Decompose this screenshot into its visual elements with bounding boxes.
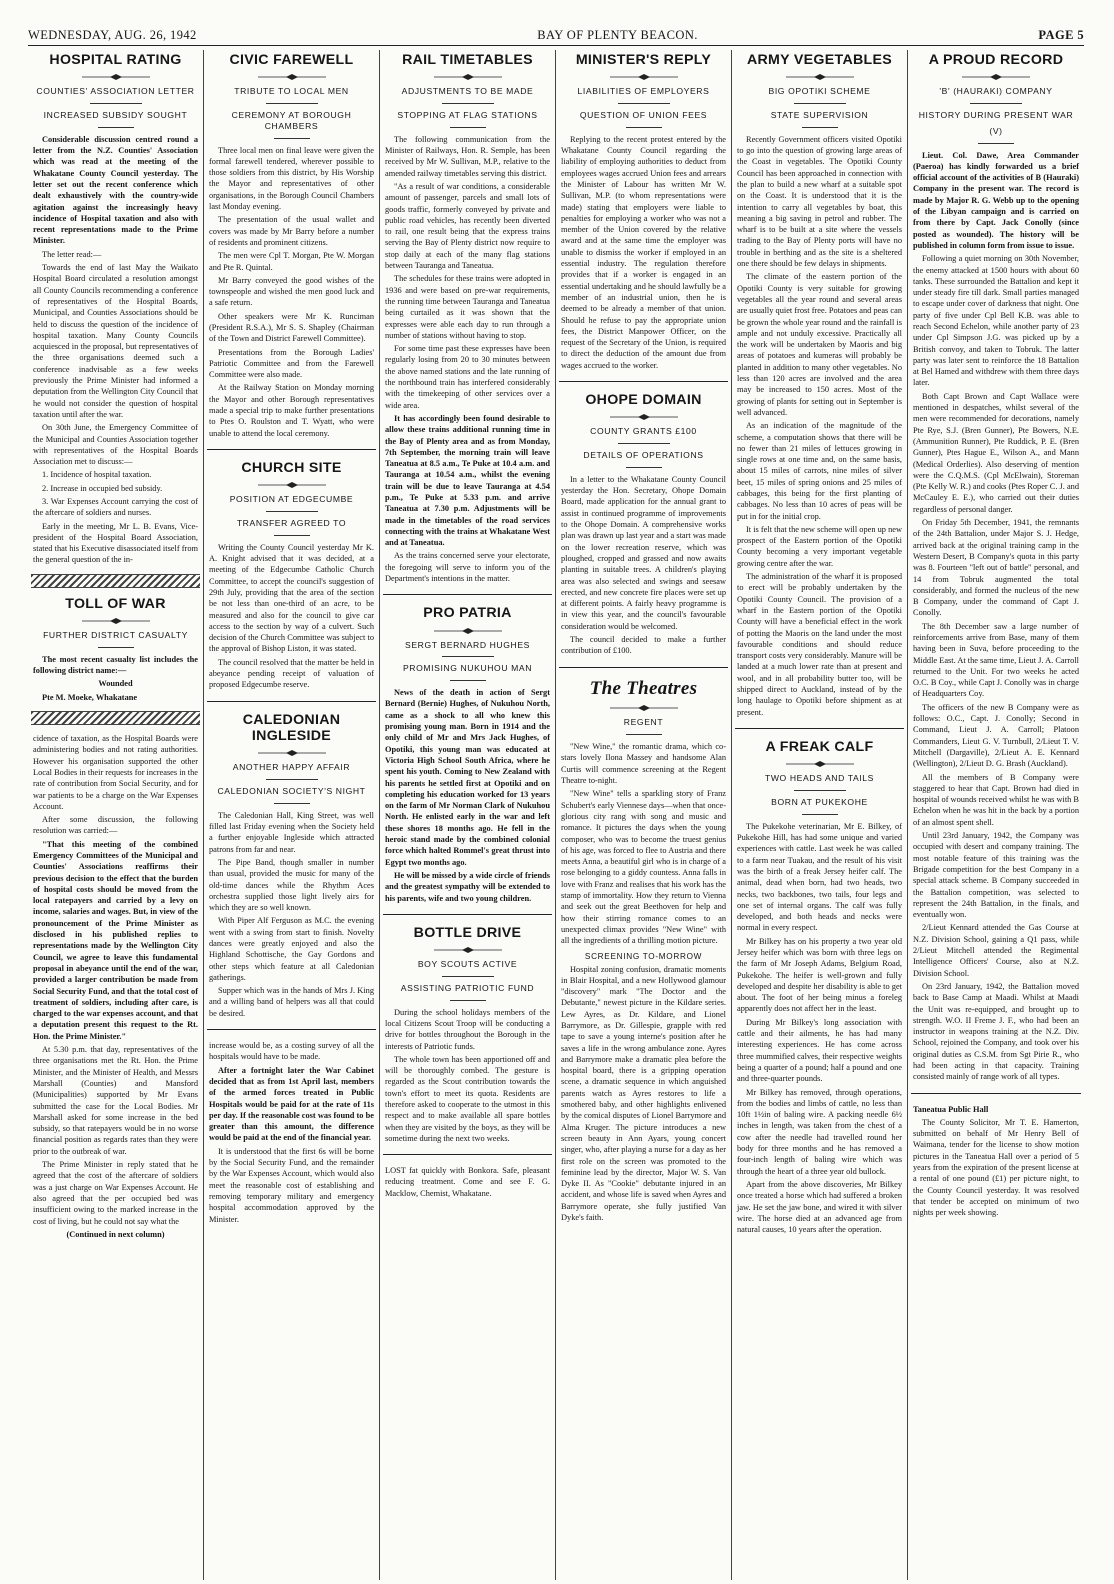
paragraph: The council decided to make a further contribution of £100.: [561, 634, 726, 656]
article-subtitle: CALEDONIAN SOCIETY'S NIGHT: [217, 786, 366, 796]
flourish-ornament: [608, 705, 680, 711]
divider: [274, 138, 310, 139]
divider: [266, 511, 318, 512]
flourish-ornament: [960, 74, 1032, 80]
masthead-date: WEDNESDAY, AUG. 26, 1942: [28, 28, 197, 42]
article-subtitle: CEREMONY AT BOROUGH CHAMBERS: [231, 110, 352, 131]
section-separator: [207, 1029, 376, 1030]
flourish-ornament: [256, 74, 328, 80]
article-title: RAIL TIMETABLES: [402, 52, 533, 68]
paragraph: Wounded: [98, 679, 133, 689]
divider: [442, 656, 494, 657]
masthead-page-number: PAGE 5: [1038, 28, 1084, 42]
article-subtitle: BORN AT PUKEKOHE: [771, 797, 868, 807]
section-separator: [735, 728, 904, 729]
article-subtitle: STOPPING AT FLAG STATIONS: [397, 110, 538, 121]
paragraph: In a letter to the Whakatane County Council yesterday the Hon. Secretary, Ohope Domain Board, made application for the annual grant to assist in continued programme of improvements to the Ohope Domain. A comprehensive works plan was drawn up last year and a start was made on the lower recreation reserve, which was ploughed, cropped and grassed and now awaits planting in suitable trees. A children's playing area was also selected and swings and seesaw erected, and new concrete fire places were set up at different points. A fairly heavy programme is in view this year, and the council's favourable consideration would be welcomed.: [561, 474, 726, 631]
article-title: CIVIC FAREWELL: [229, 52, 354, 68]
article-subtitle: ANOTHER HAPPY AFFAIR: [232, 762, 351, 773]
article-subtitle: INCREASED SUBSIDY SOUGHT: [43, 110, 188, 121]
paragraph: The 8th December saw a large number of reinforcements arrive from Base, many of them having been in Suva, before proceeding to the Middle East. At the same time, Lieut J. A. Carroll returned to the Unit. For two weeks he acted O.C. B Coy., while Capt J. Conolly was in charge of Headquarters Coy.: [913, 621, 1079, 699]
article-subtitle: TRIBUTE TO LOCAL MEN: [234, 86, 349, 97]
paragraph: He will be missed by a wide circle of friends and the greatest sympathy will be extended to his parents, wife and two young children.: [385, 870, 550, 903]
article-title: Taneatua Public Hall: [913, 1104, 989, 1114]
paragraph: With Piper Alf Ferguson as M.C. the evening went with a swing from start to finish. Novelty dances were greatly enjoyed and also the Highland Schottische, the Gay Gordons and other steps which feature at all Caledonian gatherings.: [209, 916, 374, 982]
paragraph: Other speakers were Mr K. Runciman (President R.S.A.), Mr S. S. Shapley (Chairman of the Town and District Farewell Committee).: [209, 311, 374, 344]
article-title: TOLL OF WAR: [65, 595, 166, 612]
paragraph: As an indication of the magnitude of the scheme, a computation shows that there will be no fewer than 21 miles of lettuces growing in single rows at one time and, on the same basis, about 15 miles of carrots, nine miles of silver beet, 15 miles of spring onions and 25 miles of cabbages, this being for the first planting of cabbages. No less than 10 acres of peas will be put in for the initial crop.: [737, 421, 902, 521]
divider: [618, 103, 670, 104]
flourish-ornament: [784, 761, 856, 767]
paragraph: On 23rd January, 1942, the Battalion moved back to Base Camp at Maadi. Whilst at Maadi the Unit was re-equipped, and brought up to strength. W.O. II Freme J. F., who had been an instructor in weapons training at the N.Z. Div. School, rejoined the Company, and took over his original duties as C.S.M. from Sgt Pirie R., who had been acting in that capacity. Training consisted mainly of range work of all types.: [913, 981, 1079, 1082]
section-separator: [911, 1093, 1081, 1094]
article-title: The Theatres: [589, 677, 698, 699]
paragraph: At the Railway Station on Monday morning the Mayor and other Borough representatives made a special trip to make further presentations to Ptes O. Roulston and T. Wyatt, who were unable to attend the local ceremony.: [209, 383, 374, 438]
divider: [450, 1000, 486, 1001]
paragraph: The Pukekohe veterinarian, Mr E. Bilkey, of Pukekohe Hill, has had some unique and varied experiences with cattle. Last week he was called to a farm near Tuakau, and the result of his visit was the birth of a freak Jersey heifer calf. The animal, dead when born, had two heads, two necks, two backbones, two tails, four legs and one set of internal organs. The calf was fully developed, and both heads and necks were normal in every respect.: [737, 821, 902, 933]
article-subtitle: PROMISING NUKUHOU MAN: [402, 663, 533, 674]
paragraph: After a fortnight later the War Cabinet decided that as from 1st April last, members of the armed forces treated in Public Hospitals would be paid for at the rate of 11s per day. If the reasonable cost was found to be greater than this amount, the difference would be paid at the end of the financial year.: [209, 1065, 374, 1143]
classified-ad: LOST fat quickly with Bonkora. Safe, pleasant reducing treatment. Come and see F. G. Macklow, Chemist, Whakatane.: [385, 1166, 550, 1198]
paragraph: Towards the end of last May the Waikato Hospital Board circulated a resolution amongst all County Councils recommending a conference of representatives of the Hospital Boards, Municipal, and Counties Associations should be held to discuss the question of the incidence of hospital taxation. Many County Councils acquiesced in the proposal, but representatives of the three organisations deemed such a conference inadvisable as a few weeks previously the Prime Minister had informed a deputation from the Wellington City Council that he would not consider the question of hospital taxation until after the war.: [33, 263, 198, 419]
article-subtitle: COUNTIES' ASSOCIATION LETTER: [36, 86, 195, 97]
flourish-ornament: [608, 414, 680, 420]
paragraph: "New Wine" tells a sparkling story of Franz Schubert's early Viennese days—when that once-glorious city rang with song and music and romance. It pictures the days when the young composer, who was to become the truest genius of his age, was forced to flee to Austria and there meets Anna, a beautiful girl who is in charge of a rose belonging to a giddy countess. Anna falls in love with Franz and realises that his work has the stamp of immortality. How they return to Vienna and seek out the great Beethoven for help and how their stirring romance comes to an unexpected climax provides "New Wine" with all the ingredients of a thrilling motion picture.: [561, 789, 726, 946]
section-separator: [207, 449, 376, 450]
flourish-ornament: [784, 74, 856, 80]
section-separator: [559, 381, 728, 382]
flourish-ornament: [432, 74, 504, 80]
column-4: [556, 50, 732, 1580]
paragraph: Mr Bilkey has removed, through operations, from the bodies and limbs of cattle, no less than 10ft 1½in of baling wire. A packing needle 6½ inches in length, was taken from the chest of a cow after the needle had travelled round her body for three months and he has removed a four-inch length of baling wire which was through the heart of a three year old bullock.: [737, 1087, 902, 1176]
divider: [98, 127, 134, 128]
masthead-paper-name: BAY OF PLENTY BEACON.: [537, 28, 698, 42]
divider: [626, 127, 662, 128]
paragraph: The Prime Minister in reply stated that he agreed that the cost of the aftercare of soldiers was a just charge on War Expenses Account. He also agreed that the per occupied bed was insufficient owing to the marked increase in the cost of living, but he could not say what the: [33, 1160, 198, 1226]
section-separator: [383, 594, 552, 595]
divider: [450, 127, 486, 128]
paragraph: Considerable discussion centred round a letter from the N.Z. Counties' Association which was read at the meeting of the Whakatane County Council yesterday. The letter set out the recent conference which dealt exhaustively with the country-wide agitation against the increasingly heavy incidence of Hospital taxation and also with recent representations made to the Prime Minister.: [33, 134, 198, 246]
article-subtitle: LIABILITIES OF EMPLOYERS: [577, 86, 710, 97]
article-subtitle: REGENT: [623, 717, 664, 728]
divider: [802, 814, 838, 815]
article-title: MINISTER'S REPLY: [575, 52, 712, 68]
flourish-ornament: [432, 628, 504, 634]
paragraph: During the school holidays members of the local Citizens Scout Troop will be conducting a drive for bottles throughout the Borough in the interests of Patriotic funds.: [385, 1007, 550, 1051]
paragraph: The letter read:—: [42, 249, 102, 259]
paragraph: cidence of taxation, as the Hospital Boards were administering bodies and not rating authorities. However his organisation supported the other Local Bodies in their requests for increases in the rate of contribution from Social Security, and for war patients to be a charge on the War Expenses Account.: [33, 734, 198, 811]
divider: [970, 103, 1022, 104]
divider: [978, 143, 1014, 144]
article-title: ARMY VEGETABLES: [746, 52, 893, 68]
paragraph: Three local men on final leave were given the formal farewell tendered, wherever possible to those soldiers from this district, by His Worship the Mayor and representatives of other organisations, in the Borough Council Chambers last Monday evening.: [209, 145, 374, 212]
column-6: [908, 50, 1084, 1580]
article-subtitle: (V): [989, 125, 1003, 136]
divider: [794, 103, 846, 104]
article-subtitle: SERGT BERNARD HUGHES: [404, 639, 530, 650]
article-title: CHURCH SITE: [241, 459, 342, 476]
flourish-ornament: [256, 750, 328, 756]
paragraph: Mr Bilkey has on his property a two year old Jersey heifer which was born with three legs on the farm of Mr Joseph Adams, Belgium Road, Pukekohe. The heifer is well-grown and fully developed and despite her disability is able to get about. The foot of her being minus a foreleg apparently does not affect her in the least.: [737, 936, 902, 1014]
article-title: A FREAK CALF: [765, 738, 874, 755]
paragraph: The most recent casualty list includes the following district name:—: [33, 654, 198, 676]
paragraph: On Friday 5th December, 1941, the remnants of the 24th Battalion, under Major S. J. Hedge, arrived back at the original training camp in the Western Desert, B Company's quota in this party was 8. Fourteen "left out of battle" personal, and 14 from Tobruk augmented the total considerably, and formed the nucleus of the new B Company, under the command of Capt J. Conolly.: [913, 518, 1079, 618]
masthead: [28, 27, 1084, 46]
paragraph: Presentations from the Borough Ladies' Patriotic Committee and from the Farewell Committee were also made.: [209, 347, 374, 380]
article-title: BOTTLE DRIVE: [413, 924, 522, 941]
paragraph: For some time past these expresses have been regularly losing from 20 to 30 minutes between the above named stations and the late running of the northbound train has interfered considerably with the timekeeping of other services over a wide area.: [385, 344, 550, 410]
divider: [274, 535, 310, 536]
paragraph: Supper which was in the hands of Mrs J. King and a willing band of helpers was all that could be desired.: [209, 986, 374, 1018]
article-subtitle: TRANSFER AGREED TO: [236, 518, 347, 529]
paragraph: Until 23rd January, 1942, the Company was occupied with desert and company training. The most notable feature of this training was the Brigade competition for the best Company in a special attack scheme. B Company succeeded in the Battalion competition, was selected to represent the 24th Battalion, in the finals, and eventually won.: [913, 831, 1079, 920]
paragraph: "That this meeting of the combined Emergency Committees of the Municipal and Counties' Associations reaffirms their previous decision to the effect that the burden of hospital costs should be moved from the local ratepayers and carried by a levy on income, salaries and wages. But, in view of the pronouncement of the Prime Minister as disclosed in his published replies to representations made by the Wellington City Council, we agree to leave this fundamental proposal in abeyance until the end of the war, provided a larger contribution be made from Social Security Fund, and that the total cost of treatment of soldiers, including after care, is charged to the war expenses account, and that a deputation present this request to the Rt. Hon. the Prime Minister.": [33, 839, 198, 1041]
paragraph: "As a result of war conditions, a considerable amount of passenger, parcels and small lots of goods traffic, formerly conveyed by private and public road vehicles, has recently been diverted to rail, one result being that the express trains serving the Bay of Plenty district now require to stop daily at each of the many flag stations between Tauranga and Taneatua.: [385, 181, 550, 271]
flourish-ornament: [432, 947, 504, 953]
paragraph: The presentation of the usual wallet and covers was made by Mr Barry before a number of residents and prominent citizens.: [209, 215, 374, 247]
paragraph: (Continued in next column): [66, 1229, 165, 1239]
paragraph: Pte M. Moeke, Whakatane: [42, 692, 138, 702]
article-title: PRO PATRIA: [423, 605, 512, 622]
paragraph: 3. War Expenses Account carrying the cost of the aftercare of soldiers and nurses.: [33, 497, 198, 518]
divider: [442, 103, 494, 104]
article-subtitle: BOY SCOUTS ACTIVE: [417, 959, 518, 970]
paragraph: The following communication from the Minister of Railways, Hon. R. Semple, has been received by Mr W. Sullivan, M.P., relative to the amended railway timetables serving this district.: [385, 134, 550, 178]
paragraph: The council resolved that the matter be held in abeyance pending receipt of valuation of proposed Edgecumbe reserve.: [209, 657, 374, 690]
paragraph: "New Wine," the romantic drama, which co-stars lovely Ilona Massey and handsome Alan Curtis will commence screening at the Regent Theatre to-night.: [561, 742, 726, 786]
paragraph: It has accordingly been found desirable to allow these trains additional running time in the Bay of Plenty area and as from Monday, 7th September, the morning train will leave Taneatua at 8.5 a.m., Te Puke at 10.4 a.m. and Tauranga at 10.54 a.m., whilst the evening train will be due to leave Tauranga at 4.54 p.m., Te Puke at 5.33 p.m. and arrive Taneatua at 7.30 p.m. Adjustments will be made in the timetables of the road services connecting with the trains at Whakatane West and at Taneatua.: [385, 413, 550, 548]
divider: [626, 467, 662, 468]
divider: [442, 976, 494, 977]
paragraph: The administration of the wharf it is proposed to erect will be probably undertaken by the Opotiki County Council. The provision of a wharf in the Eastern portion of the Opotiki County will have a beneficial effect in the work of potting the Maoris on the land under the most favourable conditions and should reduce transport costs very considerably. Manure will be landed at a much lower rate than at present and wool, and in all probability butter too, will be shipped direct to Auckland, instead of by the long haulage to Opotiki before shipment as at present.: [737, 572, 902, 717]
article-subtitle: ASSISTING PATRIOTIC FUND: [400, 982, 535, 993]
flourish-ornament: [608, 74, 680, 80]
paragraph: The Caledonian Hall, King Street, was well filled last Friday evening when the Society held a further enjoyable Ingleside which attracted patrons from far and near.: [209, 810, 374, 854]
paragraph: Lieut. Col. Dawe, Area Commander (Paeroa) has kindly forwarded us a brief official account of the activities of B (Hauraki) Company in the present war. The record is made by Major R. G. Webb up to the opening of the Libyan campaign and is carried on from there by Capt. Jack Conolly (since posted as wounded). The history will be published in column form from issue to issue.: [913, 150, 1079, 250]
column-3: [380, 50, 556, 1580]
paragraph: The whole town has been apportioned off and will be thoroughly combed. The gesture is regarded as the Scout contribution towards the town's effort to meet its quota. Residents are therefore asked to cooperate to the utmost in this respect and to make available all spare bottles when they are visited by the boys, as they will be sometime during the next two weeks.: [385, 1054, 550, 1143]
divider: [794, 790, 846, 791]
article-title: A PROUD RECORD: [928, 52, 1064, 68]
divider: [266, 779, 318, 780]
paragraph: The County Solicitor, Mr T. E. Hamerton, submitted on behalf of Mr Henry Bell of Waimana, tender for the license to show motion pictures in the Taneatua Hall over a period of 5 years from the expiration of the present license at a rental of one pound (£1) per picture night, to the County Council yesterday. It was resolved that tender be accepted on minimum of two nights per week showing.: [913, 1117, 1079, 1218]
divider: [450, 680, 486, 681]
paragraph: 2. Increase in occupied bed subsidy.: [42, 483, 163, 493]
article-subtitle: ADJUSTMENTS TO BE MADE: [401, 86, 534, 97]
paragraph: 1. Incidence of hospital taxation.: [42, 470, 152, 480]
paragraph: Hospital zoning confusion, dramatic moments in Blair Hospital, and a new Hollywood glamour "discovery" mark "The Doctor and the Debutante," newest picture in the Kildare series. Lew Ayres, as Dr. Kildare, and Lionel Barrymore, as Dr. Gillespie, grapple with red tape to save a young interne's position after he saves a life in the wrong ambulance zone. Ayres and Barrymore make a dramatic plea before the hospital board, there is a gripping operation scene, a dramatic sequence in which anguished parents watch as Ayres restores to life a smothered baby, and other highlights enlivened by the comical disputes of Lionel Barrymore and Alma Kruger. The picture introduces a new screen beauty in Ann Ayars, young concert singer, who, after playing a nurse for a day as her first role on the screen was promoted to the feminine lead by the director, Major W. S. Van Dyke II. As "Cookie" debutante injured in an accident, and whose life is saved when Ayres and Barrymore operate, she fully justified Van Dyke's faith.: [561, 964, 726, 1223]
column-5: [732, 50, 908, 1580]
column-1: [28, 50, 204, 1580]
paragraph: The schedules for these trains were adopted in 1936 and were based on pre-war requirements, the running time between Tauranga and Taneatua being curtailed as it was shown that the expresses were able each day to run through a number of stations without having to stop.: [385, 274, 550, 340]
paragraph: It is felt that the new scheme will open up new prospect of the Eastern portion of the Opotiki County becoming a very important vegetable growing centre after the war.: [737, 524, 902, 568]
paragraph: At 5.30 p.m. that day, representatives of the three organisations met the Rt. Hon. the Prime Minister, and the Minister of Health, and Messrs Marshall (Counties) and Mansford (Municipalities) supported by Mr Evans submitted the case for the Local Bodies. Mr Marshall asked for some increase in the bed subsidy, so that ratepayers would be in no worse financial position as regards rates than they were prior to the outbreak of war.: [33, 1045, 198, 1156]
article-title: CALEDONIAN INGLESIDE: [242, 711, 341, 744]
flourish-ornament: [80, 618, 152, 624]
divider: [98, 647, 134, 648]
section-separator: [31, 574, 200, 588]
paragraph: As the trains concerned serve your electorate, the foregoing will serve to inform you of the Department's intentions in the matter.: [385, 551, 550, 584]
article-subtitle: TWO HEADS AND TAILS: [765, 773, 874, 784]
paragraph: After some discussion, the following resolution was carried:—: [33, 815, 198, 836]
article-subtitle: DETAILS OF OPERATIONS: [583, 450, 704, 461]
paragraph: The Pipe Band, though smaller in number than usual, provided the music for many of the old-time dances while the Rhythm Aces orchestra supplied those light lively airs for which they are so well known.: [209, 857, 374, 913]
paragraph: Following a quiet morning on 30th November, the enemy attacked at 1500 hours with about 60 tanks. These surrounded the Battalion and kept it under steady fire till dark. Small parties managed to escape under cover of darkness that night. One party of five under Cpl Bell K.B. was able to reach Second Echelon, while another party of 23 under Cpl Simpson J.G. was picked up by a British convoy, and taken to Tobruk. The latter party was later sent to reinforce the 18 Battalion at Bel Hamed and withdrew with them three days later.: [913, 254, 1079, 388]
paragraph: On 30th June, the Emergency Committee of the Municipal and Counties Association together with representatives of the Hospital Boards Association met to discuss:—: [33, 423, 198, 467]
section-separator: [383, 1154, 552, 1155]
divider: [626, 734, 662, 735]
paragraph: All the members of B Company were staggered to hear that Capt. Brown had died in hospital of wounds received whilst he was with B Echelon when he was hit in the back by a portion of an almost spent shell.: [913, 772, 1079, 827]
paragraph: The climate of the eastern portion of the Opotiki County is very suitable for growing vegetables all the year round and several areas are usually quiet frost free. Potatoes and peas can be grown the whole year round and the rainfall is ample and not unduly excessive. Practically all the work will be undertaken by Maoris and big areas of potatoes and kumeras will probably be planted in addition to many other vegetables. No less than 120 acres are involved and the area may be increased to 150 acres. Most of the growing of plants for setting out in September is well advanced.: [737, 272, 902, 417]
article-subtitle: BIG OPOTIKI SCHEME: [768, 86, 871, 97]
section-subheading: SCREENING TO-MORROW: [584, 951, 703, 961]
paragraph: increase would be, as a costing survey of all the hospitals would have to be made.: [209, 1041, 374, 1062]
flourish-ornament: [80, 74, 152, 80]
column-2: [204, 50, 380, 1580]
paragraph: Replying to the recent protest entered by the Whakatane County Council regarding the liability of employing authorities to deduct from employees wages accrued Union fees and arrears the Minister of Labour has written Mr W. Sullivan, M.P. (to whom representations were made) stating that employers were liable to penalties for employing a worker who was not a member of the Union covered by the relative award and at the same time the employer was unable to dismiss the worker if employed in an essential industry. The regulation therefore provides that if a worker is engaged in an essential undertaking and he should lawfully be a member of an industrial union, then he is deemed to be already a member of that union. Should he refuse to pay the appropriate union fees, the District Manpower Officer, on the request of the Secretary of the Union, is required to direct the deduction of the amount due from wages accrued to the worker.: [561, 134, 726, 370]
article-subtitle: QUESTION OF UNION FEES: [579, 110, 708, 121]
divider: [802, 127, 838, 128]
article-subtitle: COUNTY GRANTS £100: [590, 426, 697, 437]
article-title: OHOPE DOMAIN: [585, 392, 702, 409]
section-separator: [31, 711, 200, 725]
paragraph: Mr Barry conveyed the good wishes of the townspeople and wished the men good luck and a safe return.: [209, 275, 374, 308]
article-subtitle: STATE SUPERVISION: [770, 110, 869, 121]
paragraph: Apart from the above discoveries, Mr Bilkey once treated a horse which had suffered a broken jaw. He set the jaw bone, and wired it with silver wire. The horse died at an advanced age from natural causes, 10 years after the operation.: [737, 1179, 902, 1235]
section-separator: [559, 667, 728, 668]
paragraph: News of the death in action of Sergt Bernard (Bernie) Hughes, of Nukuhou North, came as a shock to all who knew this promising young man. Born in 1914 and the only child of Mr and Mrs Jack Hughes, of Opotiki, this young man was educated at Victoria High School South Africa, where he spent his youth. Coming to New Zealand with his parents he settled first at Opotiki and on completing his education worked for 13 years on the farm of Mr Norman Clark of Nukuhou North. He enlisted early in the war and left these shores 18 months ago. He fell in the heroic stand made by the combined colonial force which halted Rommel's great thrust into Egypt two months ago.: [385, 688, 550, 867]
section-separator: [383, 914, 552, 915]
article-subtitle: HISTORY DURING PRESENT WAR: [918, 110, 1074, 121]
article-subtitle: 'B' (HAURAKI) COMPANY: [939, 86, 1053, 97]
divider: [274, 803, 310, 804]
paragraph: It is understood that the first 6s will be borne by the Social Security Fund, and the remainder by the War Expenses Account, which would also meet the reasonable cost of establishing and removing temporary military and emergency hospital accommodation approved by the Minister.: [209, 1146, 374, 1224]
paragraph: 2/Lieut Kennard attended the Gas Course at N.Z. Division School, gaining a Q1 pass, while 2/Lieut Mitchell attended the Regimental Intelligence Officers' Course, also at N.Z. Division School.: [913, 923, 1079, 978]
paragraph: During Mr Bilkey's long association with cattle and their ailments, he has had many interesting experiences. He has come across three mummified calves, their respective weights being a quarter of a pound; half a pound and one and three-quarter pounds.: [737, 1017, 902, 1084]
divider: [266, 103, 318, 104]
article-subtitle: FURTHER DISTRICT CASUALTY: [43, 630, 188, 641]
divider: [618, 443, 670, 444]
paragraph: The men were Cpl T. Morgan, Pte W. Morgan and Pte R. Quintal.: [209, 251, 374, 272]
paragraph: Both Capt Brown and Capt Wallace were mentioned in despatches, whilst several of the men were recommended for decorations, namely Pte Rye, S.J. (Bren Gunner), Pte Bowers, N.E. (Ammunition Runner), Pte Ruddick, P. E. (Bren Gunner), Ptes Hague E., Wilson A., and Mann (Medical Orderlies). Also deserving of mention were the C.Q.M.S. (Cpl McElwain), Storeman (Pte Kelly W. R.) and cooks (Ptes Roper C. J. and McCauley E. E.), who carried out their duties regardless of personal danger.: [913, 391, 1079, 514]
article-title: HOSPITAL RATING: [49, 52, 182, 68]
article-subtitle: POSITION AT EDGECUMBE: [229, 494, 354, 505]
divider: [90, 103, 142, 104]
section-separator: [207, 701, 376, 702]
paragraph: Early in the meeting, Mr L. B. Evans, Vice-president of the Hospital Board Association, stated that his Executive disassociated itself from the general question of the in-: [33, 521, 198, 565]
paragraph: Writing the County Council yesterday Mr K. A. Knight advised that it was decided, at a meeting of the Edgecumbe Catholic Church Committee, to accept the council's suggestion of 29th July, providing that the area of the section be not less than one-third of an acre, to be measured and also for the council to give car access to the section by way of a culvert. Such decision of the Church Committee was subject to the approval of Bishop Liston, it was stated.: [209, 542, 374, 654]
flourish-ornament: [256, 482, 328, 488]
paragraph: The officers of the new B Company were as follows: O.C., Capt. J. Conolly; Second in Command, Lieut J. A. Carroll; Platoon Commanders, Lieut G. V. Turnbull, 2/Lieut T. V. Mitchell (Dargaville), 2/Lieut A. E. Kennard (Wellington), 2/Lieut D. G. Brash (Auckland).: [913, 702, 1079, 769]
columns: [28, 50, 1086, 1580]
paragraph: Recently Government officers visited Opotiki to go into the question of growing large areas of the Coast in vegetables. The Opotiki County Council has been approached in connection with the plan to build a new wharf at a suitable spot on the Coast. It is understood that it is the intention to carry all vegetables by boat, this meaning a big saving in petrol and rubber. The wharf is to be built at a site where the vessels trading to the Bay of Plenty ports will have no trouble in berthing and as the site is a sheltered one there should be few delays in shipments.: [737, 134, 902, 269]
